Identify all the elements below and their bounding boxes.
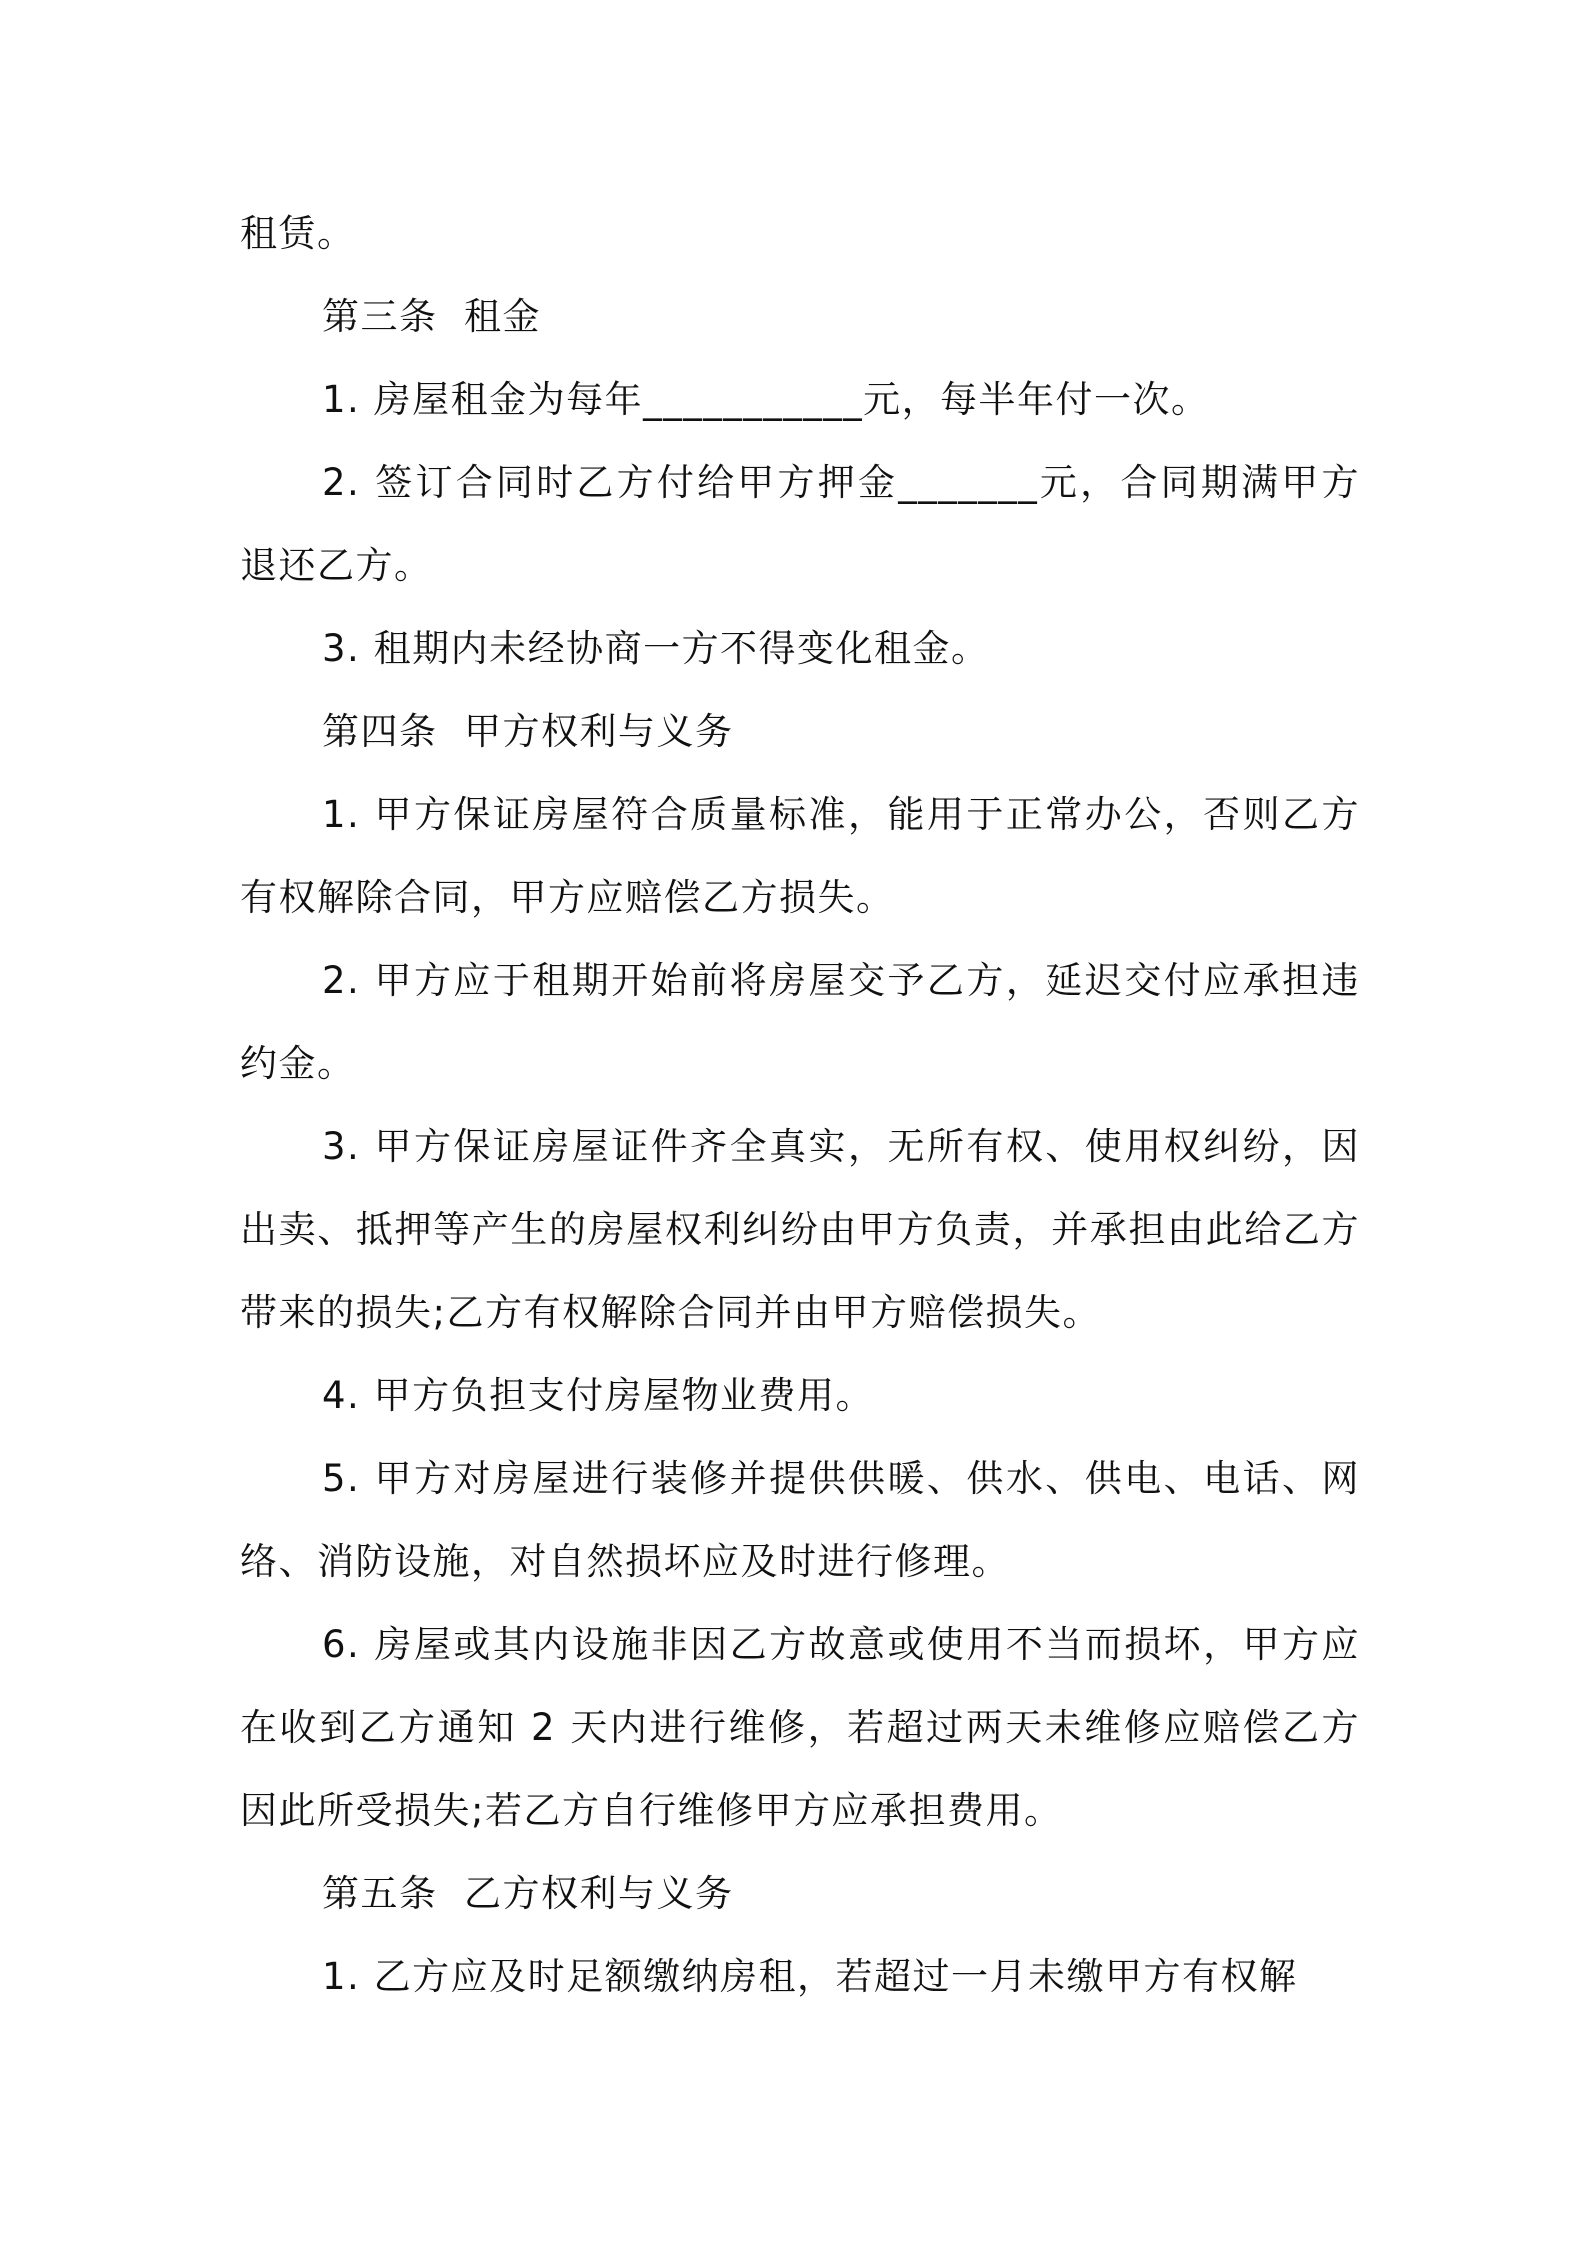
clause-3-3: 3. 租期内未经协商一方不得变化租金。 <box>322 627 990 670</box>
clause-4-4: 4. 甲方负担支付房屋物业费用。 <box>322 1374 875 1417</box>
paragraph-continuation: 租赁。 <box>240 212 356 255</box>
clause-4-6: 6. 房屋或其内设施非因乙方故意或使用不当而损坏，甲方应在收到乙方通知 2 天内进行维修，若超过两天未维修应赔偿乙方因此所受损失;若乙方自行维修甲方应承担费用。 <box>240 1623 1360 1832</box>
clause-3-2: 2. 签订合同时乙方付给甲方押金_______元，合同期满甲方退还乙方。 <box>240 461 1360 587</box>
clause-4-5: 5. 甲方对房屋进行装修并提供供暖、供水、供电、电话、网络、消防设施，对自然损坏应及时进行修理。 <box>240 1457 1360 1583</box>
section-heading-article-3: 第三条 租金 <box>322 295 542 338</box>
clause-3-1: 1. 房屋租金为每年___________元，每半年付一次。 <box>322 378 1210 421</box>
clause-4-3: 3. 甲方保证房屋证件齐全真实，无所有权、使用权纠纷，因出卖、抵押等产生的房屋权利纠纷由甲方负责，并承担由此给乙方带来的损失;乙方有权解除合同并由甲方赔偿损失。 <box>240 1125 1360 1334</box>
contract-body <box>240 192 1360 2018</box>
section-heading-article-5: 第五条 乙方权利与义务 <box>322 1872 734 1915</box>
clause-5-1: 1. 乙方应及时足额缴纳房租，若超过一月未缴甲方有权解 <box>322 1955 1298 1998</box>
clause-4-2: 2. 甲方应于租期开始前将房屋交予乙方，延迟交付应承担违约金。 <box>240 959 1360 1085</box>
section-heading-article-4: 第四条 甲方权利与义务 <box>322 710 734 753</box>
clause-4-1: 1. 甲方保证房屋符合质量标准，能用于正常办公，否则乙方有权解除合同，甲方应赔偿乙方损失。 <box>240 793 1360 919</box>
